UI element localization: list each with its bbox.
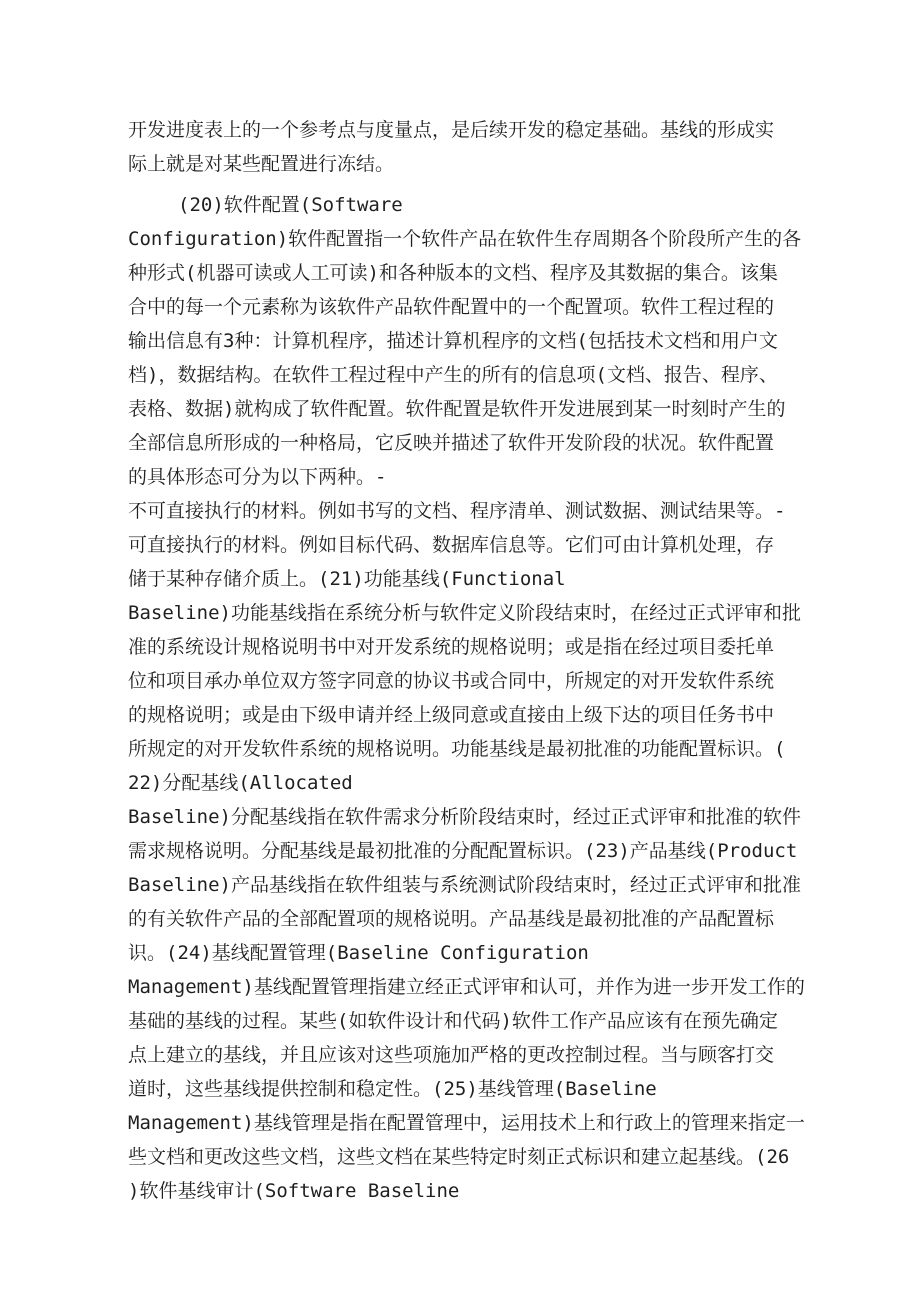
text-line: 需求规格说明。分配基线是最初批准的分配配置标识。(23)产品基线(Product	[128, 840, 798, 862]
text-line: Configuration)软件配置指一个软件产品在软件生存周期各个阶段所产生的各	[128, 228, 802, 250]
paragraph	[128, 113, 808, 181]
text-line: 的有关软件产品的全部配置项的规格说明。产品基线是最初批准的产品配置标	[128, 908, 775, 930]
text-line: 档)，数据结构。在软件工程过程中产生的所有的信息项(文档、报告、程序、	[128, 364, 778, 386]
text-line: 准的系统设计规格说明书中对开发系统的规格说明；或是指在经过项目委托单	[128, 636, 775, 658]
text-line: Management)基线配置管理指建立经正式评审和认可，并作为进一步开发工作的	[128, 976, 805, 998]
text-line: 储于某种存储介质上。(21)功能基线(Functional	[128, 568, 566, 590]
text-line: Baseline)分配基线指在软件需求分析阶段结束时，经过正式评审和批准的软件	[128, 806, 801, 828]
text-line: )软件基线审计(Software Baseline	[128, 1180, 460, 1202]
text-line: 识。(24)基线配置管理(Baseline Configuration	[128, 942, 589, 964]
text-line: 表格、数据)就构成了软件配置。软件配置是软件开发进展到某一时刻时产生的	[128, 398, 786, 420]
text-line: 些文档和更改这些文档，这些文档在某些特定时刻正式标识和建立起基线。(26	[128, 1146, 790, 1168]
text-line: 开发进度表上的一个参考点与度量点，是后续开发的稳定基础。基线的形成实	[128, 119, 775, 141]
text-line: 输出信息有3种：计算机程序，描述计算机程序的文档(包括技术文档和用户文	[128, 330, 778, 352]
text-line: 合中的每一个元素称为该软件产品软件配置中的一个配置项。软件工程过程的	[128, 296, 775, 318]
document-text-content	[128, 113, 808, 1208]
text-line: 所规定的对开发软件系统的规格说明。功能基线是最初批准的功能配置标识。(	[128, 738, 786, 760]
text-line: 不可直接执行的材料。例如书写的文档、程序清单、测试数据、测试结果等。-	[128, 500, 786, 522]
text-line: 基础的基线的过程。某些(如软件设计和代码)软件工作产品应该有在预先确定	[128, 1010, 778, 1032]
text-line: Baseline)产品基线指在软件组装与系统测试阶段结束时，经过正式评审和批准	[128, 874, 801, 896]
text-line: Management)基线管理是指在配置管理中，运用技术上和行政上的管理来指定一	[128, 1112, 805, 1134]
text-line: 22)分配基线(Allocated	[128, 772, 353, 794]
text-line: 种形式(机器可读或人工可读)和各种版本的文档、程序及其数据的集合。该集	[128, 262, 778, 284]
text-line: 位和项目承办单位双方签字同意的协议书或合同中，所规定的对开发软件系统	[128, 670, 775, 692]
text-line: 的具体形态可分为以下两种。-	[128, 466, 387, 488]
text-line: (20)软件配置(Software	[178, 194, 403, 216]
text-line: 全部信息所形成的一种格局，它反映并描述了软件开发阶段的状况。软件配置	[128, 432, 775, 454]
text-line: 际上就是对某些配置进行冻结。	[128, 153, 395, 175]
text-line: 点上建立的基线，并且应该对这些项施加严格的更改控制过程。当与顾客打交	[128, 1044, 775, 1066]
text-line: 可直接执行的材料。例如目标代码、数据库信息等。它们可由计算机处理，存	[128, 534, 775, 556]
text-line: 的规格说明；或是由下级申请并经上级同意或直接由上级下达的项目任务书中	[128, 704, 775, 726]
text-line: Baseline)功能基线指在系统分析与软件定义阶段结束时，在经过正式评审和批	[128, 602, 801, 624]
text-line: 道时，这些基线提供控制和稳定性。(25)基线管理(Baseline	[128, 1078, 657, 1100]
paragraph	[128, 188, 808, 1208]
